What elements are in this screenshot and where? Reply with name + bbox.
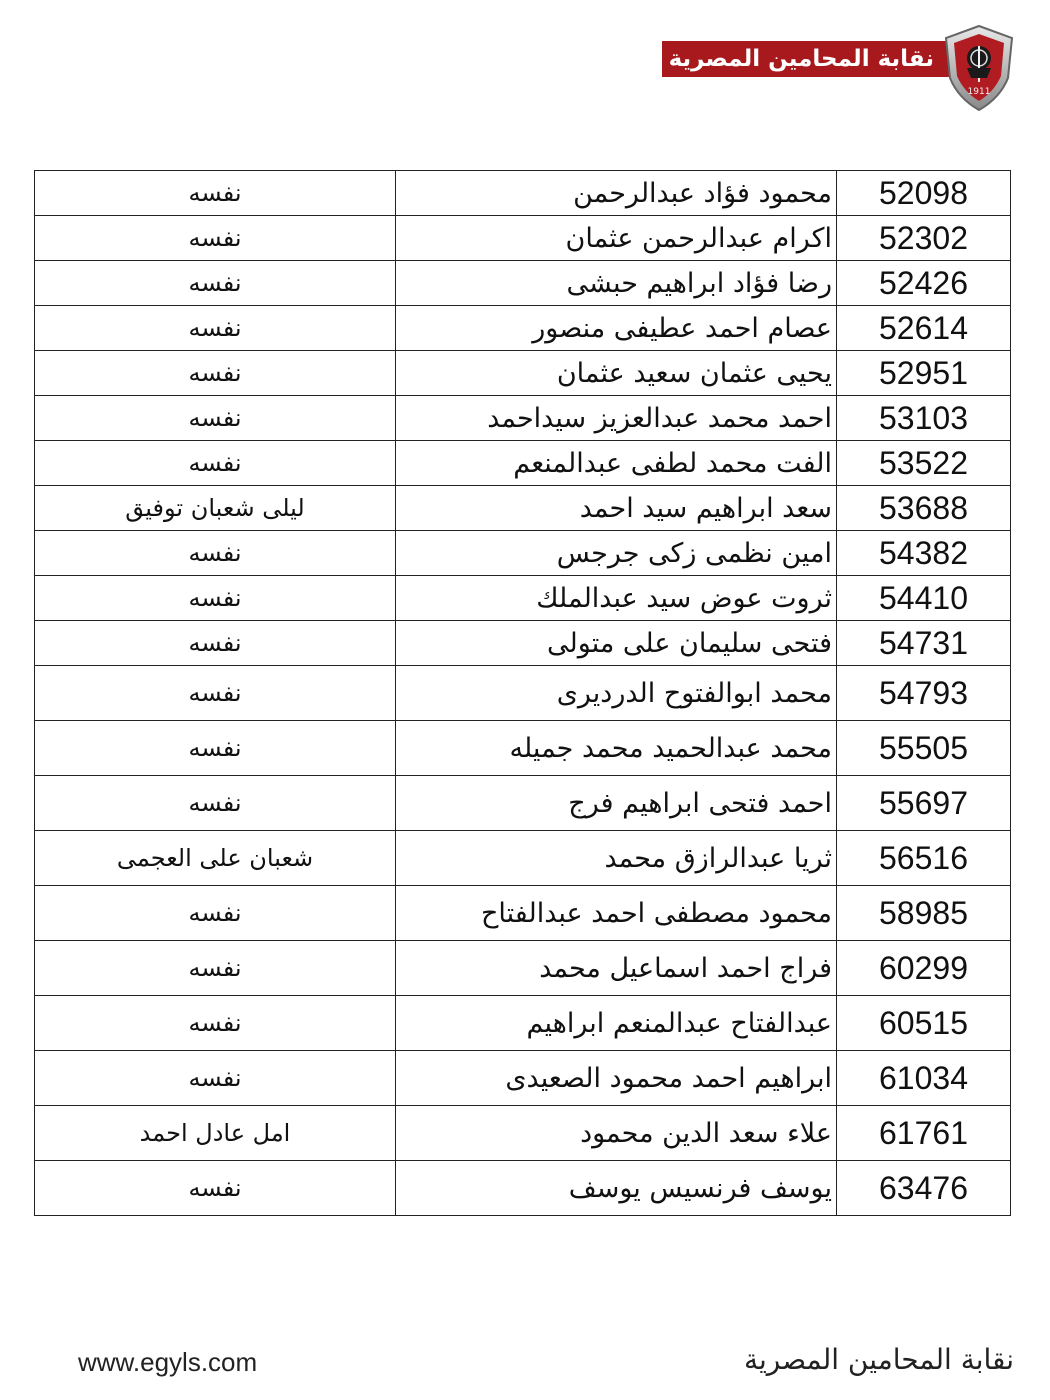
table-row — [34, 531, 1011, 576]
relative-cell: نفسه — [35, 666, 396, 720]
member-name-cell: محمد ابوالفتوح الدرديرى — [396, 666, 837, 720]
relative-cell: نفسه — [35, 776, 396, 830]
relative-cell: نفسه — [35, 531, 396, 575]
member-name-cell: اكرام عبدالرحمن عثمان — [396, 216, 837, 260]
relative-cell: نفسه — [35, 621, 396, 665]
member-id-cell: 53688 — [879, 489, 968, 526]
relative-cell: شعبان على العجمى — [35, 831, 396, 885]
member-name-cell: فراج احمد اسماعيل محمد — [396, 941, 837, 995]
member-id-cell: 55697 — [879, 784, 968, 821]
syndicate-logo-icon — [942, 24, 1016, 112]
table-row — [34, 886, 1011, 941]
member-name-cell: ثريا عبدالرازق محمد — [396, 831, 837, 885]
member-name-cell: امين نظمى زكى جرجس — [396, 531, 837, 575]
relative-cell: نفسه — [35, 996, 396, 1050]
member-id-cell: 56516 — [879, 839, 968, 876]
member-name-cell: ثروت عوض سيد عبدالملك — [396, 576, 837, 620]
relative-cell: نفسه — [35, 396, 396, 440]
table-row — [34, 396, 1011, 441]
member-name-cell: عصام احمد عطيفى منصور — [396, 306, 837, 350]
member-id-cell: 52302 — [879, 219, 968, 256]
table-row — [34, 721, 1011, 776]
member-name-cell: محمد عبدالحميد محمد جميله — [396, 721, 837, 775]
member-id-cell: 52614 — [879, 309, 968, 346]
table-row — [34, 996, 1011, 1051]
relative-cell: نفسه — [35, 886, 396, 940]
relative-cell: ليلى شعبان توفيق — [35, 486, 396, 530]
member-id-cell: 61761 — [879, 1114, 968, 1151]
table-row — [34, 486, 1011, 531]
member-name-cell: محمود فؤاد عبدالرحمن — [396, 171, 837, 215]
footer-org-name: نقابة المحامين المصرية — [744, 1343, 1014, 1376]
member-name-cell: يحيى عثمان سعيد عثمان — [396, 351, 837, 395]
org-name-title: نقابة المحامين المصرية — [668, 46, 934, 72]
member-name-cell: رضا فؤاد ابراهيم حبشى — [396, 261, 837, 305]
member-name-cell: عبدالفتاح عبدالمنعم ابراهيم — [396, 996, 837, 1050]
relative-cell: نفسه — [35, 441, 396, 485]
member-id-cell: 54793 — [879, 674, 968, 711]
table-row — [34, 216, 1011, 261]
member-id-cell: 53103 — [879, 399, 968, 436]
relative-cell: نفسه — [35, 261, 396, 305]
member-id-cell: 52098 — [879, 174, 968, 211]
table-row — [34, 776, 1011, 831]
table-row — [34, 666, 1011, 721]
member-name-cell: فتحى سليمان على متولى — [396, 621, 837, 665]
member-id-cell: 63476 — [879, 1169, 968, 1206]
member-id-cell: 52426 — [879, 264, 968, 301]
member-name-cell: احمد محمد عبدالعزيز سيداحمد — [396, 396, 837, 440]
member-id-cell: 58985 — [879, 894, 968, 931]
relative-cell: نفسه — [35, 1161, 396, 1215]
member-id-cell: 61034 — [879, 1059, 968, 1096]
table-row — [34, 621, 1011, 666]
member-id-cell: 60299 — [879, 949, 968, 986]
member-id-cell: 54410 — [879, 579, 968, 616]
table-row — [34, 831, 1011, 886]
footer-website-link[interactable]: www.egyls.com — [78, 1347, 258, 1377]
member-id-cell: 52951 — [879, 354, 968, 391]
member-id-cell: 54731 — [879, 624, 968, 661]
member-id-cell: 55505 — [879, 729, 968, 766]
member-id-cell: 53522 — [879, 444, 968, 481]
table-row — [34, 576, 1011, 621]
org-banner — [662, 41, 952, 77]
member-name-cell: احمد فتحى ابراهيم فرج — [396, 776, 837, 830]
relative-cell: امل عادل احمد — [35, 1106, 396, 1160]
table-row — [34, 941, 1011, 996]
member-name-cell: علاء سعد الدين محمود — [396, 1106, 837, 1160]
member-id-cell: 60515 — [879, 1004, 968, 1041]
member-id-cell: 54382 — [879, 534, 968, 571]
relative-cell: نفسه — [35, 351, 396, 395]
member-name-cell: سعد ابراهيم سيد احمد — [396, 486, 837, 530]
table-row — [34, 351, 1011, 396]
table-row — [34, 1161, 1011, 1216]
members-table — [34, 170, 1011, 1216]
table-row — [34, 261, 1011, 306]
member-name-cell: يوسف فرنسيس يوسف — [396, 1161, 837, 1215]
relative-cell: نفسه — [35, 721, 396, 775]
member-name-cell: الفت محمد لطفى عبدالمنعم — [396, 441, 837, 485]
logo-year: 1911 — [967, 87, 991, 97]
relative-cell: نفسه — [35, 306, 396, 350]
relative-cell: نفسه — [35, 216, 396, 260]
table-row — [34, 1106, 1011, 1161]
table-row — [34, 1051, 1011, 1106]
relative-cell: نفسه — [35, 171, 396, 215]
table-row — [34, 171, 1011, 216]
relative-cell: نفسه — [35, 576, 396, 620]
relative-cell: نفسه — [35, 1051, 396, 1105]
member-name-cell: ابراهيم احمد محمود الصعيدى — [396, 1051, 837, 1105]
relative-cell: نفسه — [35, 941, 396, 995]
table-row — [34, 441, 1011, 486]
member-name-cell: محمود مصطفى احمد عبدالفتاح — [396, 886, 837, 940]
table-row — [34, 306, 1011, 351]
